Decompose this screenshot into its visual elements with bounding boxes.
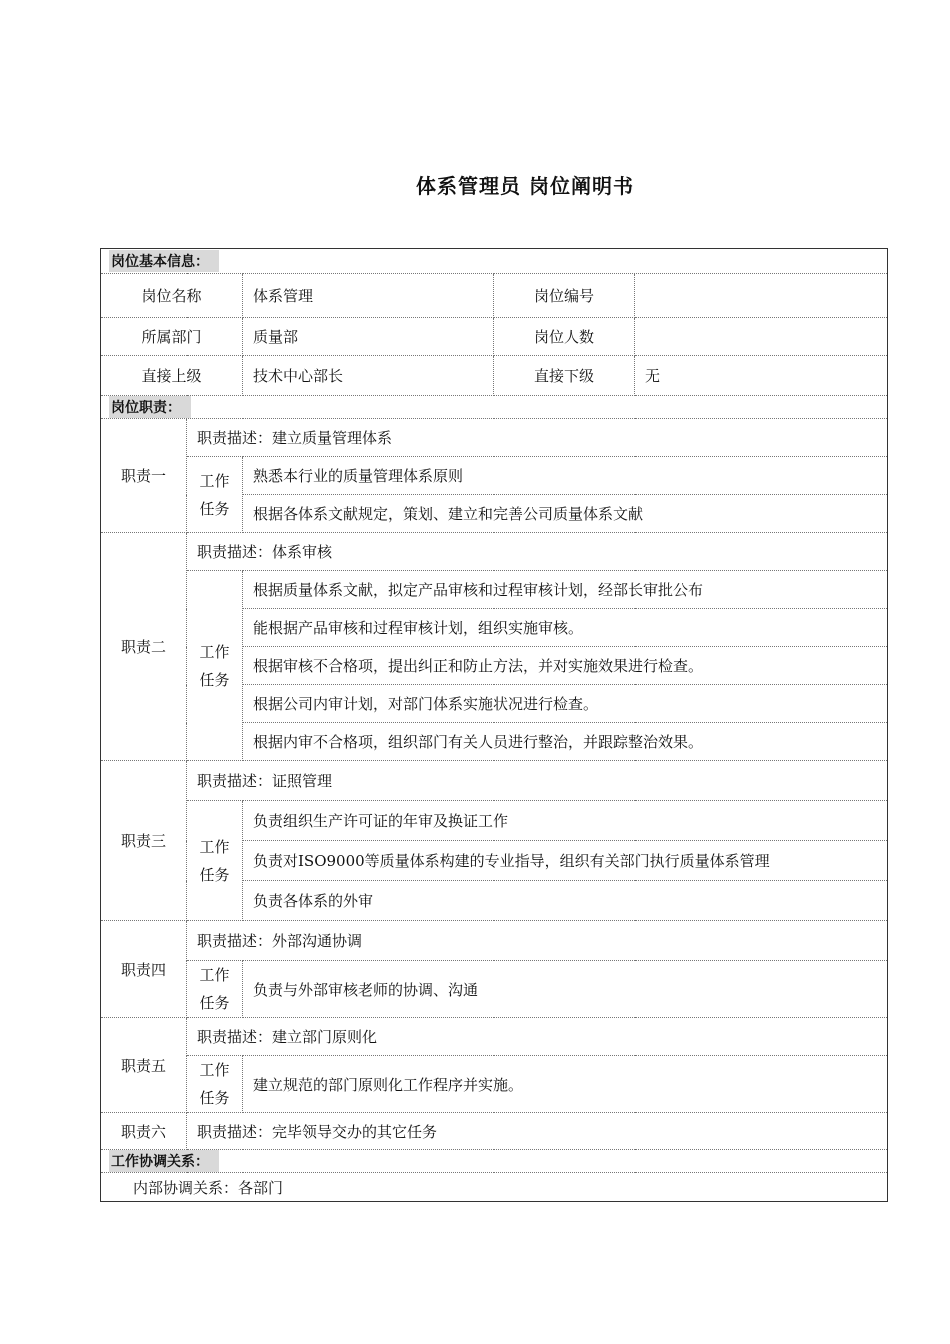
coordination-header-label: 工作协调关系： xyxy=(109,1150,219,1172)
position-code-value xyxy=(635,274,888,318)
task-item: 熟悉本行业的质量管理体系原则 xyxy=(243,457,888,495)
department-value: 质量部 xyxy=(243,318,494,356)
basic-info-header-label: 岗位基本信息： xyxy=(109,250,219,272)
direct-superior-value: 技术中心部长 xyxy=(243,356,494,396)
internal-coordination: 内部协调关系：各部门 xyxy=(101,1173,888,1202)
duty-name: 职责一 xyxy=(101,419,187,533)
duty-name: 职责二 xyxy=(101,533,187,761)
duty-description: 职责描述：建立质量管理体系 xyxy=(187,419,888,457)
duty-description: 职责描述：外部沟通协调 xyxy=(187,921,888,961)
position-code-label: 岗位编号 xyxy=(494,274,635,318)
direct-subordinate-value: 无 xyxy=(635,356,888,396)
task-item: 根据内审不合格项，组织部门有关人员进行整治，并跟踪整治效果。 xyxy=(243,723,888,761)
task-label-line2: 任务 xyxy=(199,1089,230,1107)
position-name-value: 体系管理 xyxy=(243,274,494,318)
task-label xyxy=(187,457,243,533)
direct-subordinate-label: 直接下级 xyxy=(494,356,635,396)
task-label xyxy=(187,801,243,921)
task-item: 根据质量体系文献，拟定产品审核和过程审核计划，经部长审批公布 xyxy=(243,571,888,609)
task-label xyxy=(187,961,243,1018)
duty-description: 职责描述：体系审核 xyxy=(187,533,888,571)
task-item: 建立规范的部门原则化工作程序并实施。 xyxy=(243,1056,888,1113)
duty-description: 职责描述：建立部门原则化 xyxy=(187,1018,888,1056)
headcount-value xyxy=(635,318,888,356)
task-item: 负责对ISO9000等质量体系构建的专业指导，组织有关部门执行质量体系管理 xyxy=(243,841,888,881)
task-label-line2: 任务 xyxy=(199,994,230,1012)
duty-description: 职责描述：证照管理 xyxy=(187,761,888,801)
task-item: 根据各体系文献规定，策划、建立和完善公司质量体系文献 xyxy=(243,495,888,533)
task-label-line1: 工作 xyxy=(199,1061,230,1079)
task-label-line1: 工作 xyxy=(199,837,230,856)
duty-name: 职责三 xyxy=(101,761,187,921)
headcount-label: 岗位人数 xyxy=(494,318,635,356)
direct-superior-label: 直接上级 xyxy=(101,356,243,396)
position-name-label: 岗位名称 xyxy=(101,274,243,318)
duties-header-label: 岗位职责： xyxy=(109,396,191,418)
page-title: 体系管理员 岗位阐明书 xyxy=(416,174,634,198)
task-item: 能根据产品审核和过程审核计划，组织实施审核。 xyxy=(243,609,888,647)
coordination-header xyxy=(101,1150,888,1173)
duty-description: 职责描述：完毕领导交办的其它任务 xyxy=(187,1113,888,1150)
task-label-line2: 任务 xyxy=(199,670,230,689)
task-item: 根据公司内审计划，对部门体系实施状况进行检查。 xyxy=(243,685,888,723)
job-description-table xyxy=(100,248,888,1202)
task-label xyxy=(187,1056,243,1113)
task-label-line1: 工作 xyxy=(199,471,230,490)
duties-header xyxy=(101,396,888,419)
basic-info-header xyxy=(101,249,888,274)
task-item: 负责各体系的外审 xyxy=(243,881,888,921)
duty-name: 职责五 xyxy=(101,1018,187,1113)
task-label-line1: 工作 xyxy=(199,642,230,661)
task-label-line1: 工作 xyxy=(199,966,230,984)
task-label-line2: 任务 xyxy=(199,865,230,884)
task-item: 根据审核不合格项，提出纠正和防止方法，并对实施效果进行检查。 xyxy=(243,647,888,685)
task-item: 负责组织生产许可证的年审及换证工作 xyxy=(243,801,888,841)
task-item: 负责与外部审核老师的协调、沟通 xyxy=(243,961,888,1018)
department-label: 所属部门 xyxy=(101,318,243,356)
duty-name: 职责六 xyxy=(101,1113,187,1150)
task-label-line2: 任务 xyxy=(199,499,230,518)
duty-name: 职责四 xyxy=(101,921,187,1018)
task-label xyxy=(187,571,243,761)
